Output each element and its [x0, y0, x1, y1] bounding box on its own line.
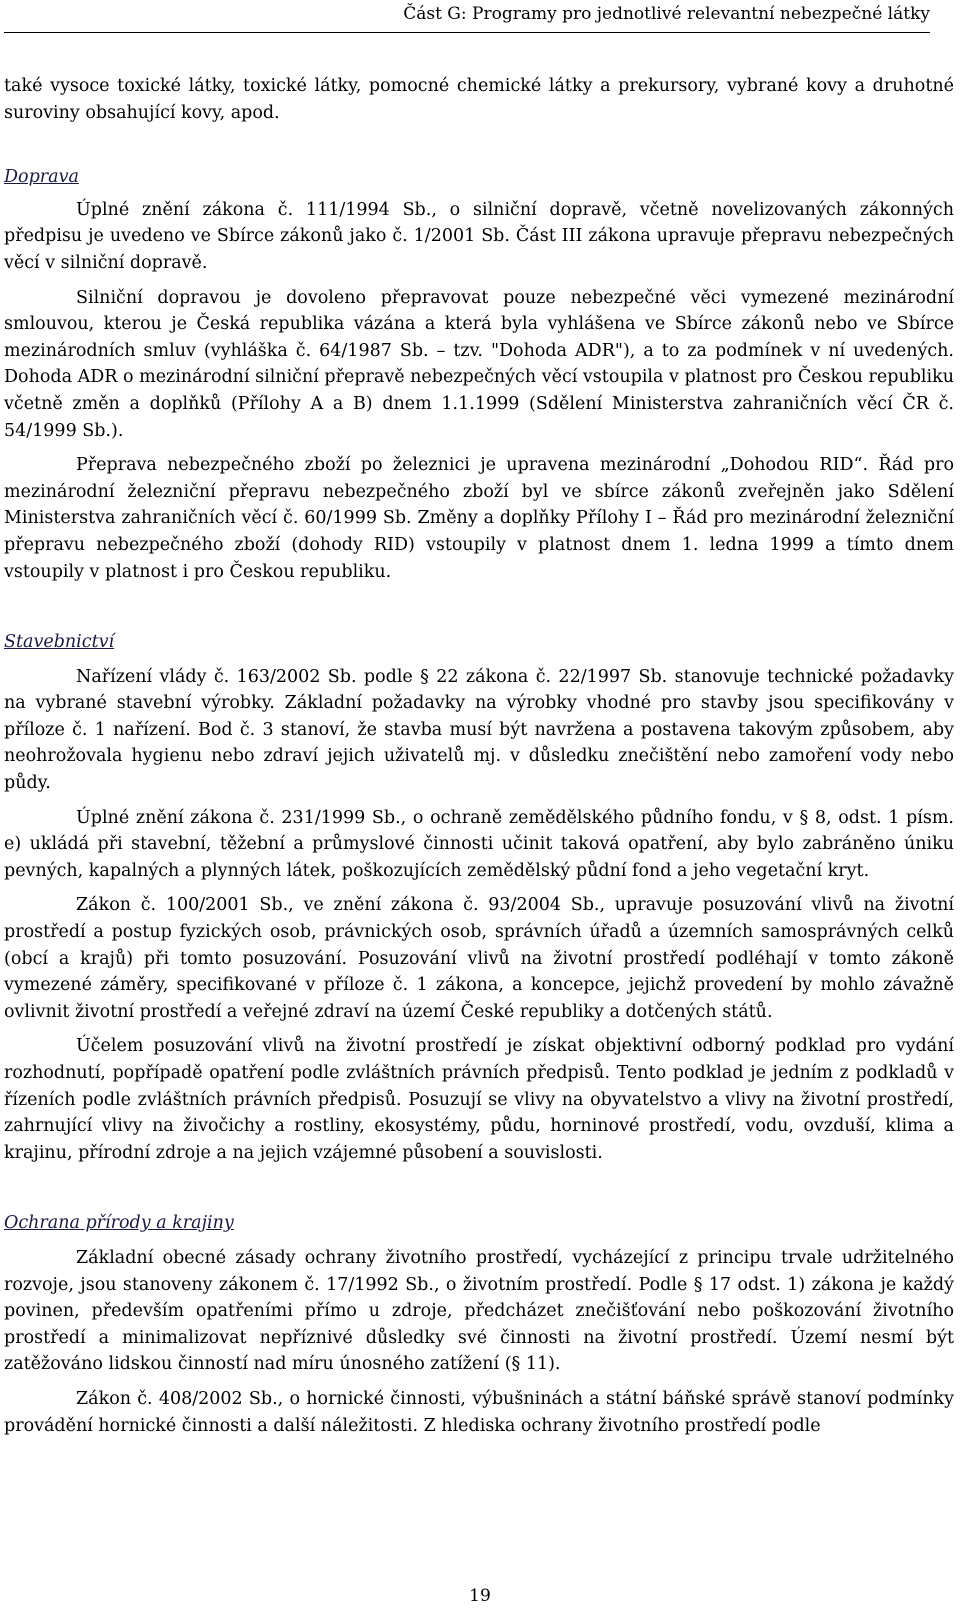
section-heading-stavebnictvi: Stavebnictví: [4, 632, 115, 653]
document-body: [4, 73, 954, 1439]
paragraph: Nařízení vlády č. 163/2002 Sb. podle § 22 zákona č. 22/1997 Sb. stanovuje technické požadavky na vybrané stavební výrobky. Základní požadavky na výrobky vhodné pro stavby jsou specifikovány v příloze č. 1 nařízení. Bod č. 3 stanoví, že stavba musí být navržena a postavena takovým způsobem, aby neohrožovala hygienu nebo zdraví jejich uživatelů mj. v důsledku znečištění nebo zamoření vody nebo půdy.: [4, 666, 954, 794]
page-number: 19: [469, 1586, 491, 1606]
header-rule: [4, 32, 930, 33]
paragraph: Zákon č. 100/2001 Sb., ve znění zákona č. 93/2004 Sb., upravuje posuzování vlivů na životní prostředí a postup fyzických osob, právnických osob, správních úřadů a územních samosprávných celků (obcí a krajů) při tomto posuzování. Posuzování vlivů na životní prostředí podléhají v tomto zákoně vymezené záměry, specifikované v příloze č. 1 zákona, a koncepce, jejichž provedení by mohlo závažně ovlivnit životní prostředí a veřejné zdraví na území České republiky a dotčených států.: [4, 895, 954, 1022]
paragraph: Zákon č. 408/2002 Sb., o hornické činnosti, výbušninách a státní báňské správě stanoví podmínky provádění hornické činnosti a další náležitosti. Z hlediska ochrany životního prostředí podle: [4, 1388, 954, 1436]
section-heading-doprava: Doprava: [4, 167, 79, 188]
paragraph: Přeprava nebezpečného zboží po železnici je upravena mezinárodní „Dohodou RID“. Řád pro mezinárodní železniční přepravu nebezpečného zboží byl ve sbírce zákonů zveřejněn jako Sdělení Ministerstva zahraničních věcí č. 60/1999 Sb. Změny a doplňky Přílohy I – Řád pro mezinárodní železniční přepravu nebezpečného zboží (dohody RID) vstoupily v platnost dnem 1. ledna 1999 a tímto dnem vstoupily v platnost i pro Českou republiku.: [4, 455, 954, 582]
section-heading-ochrana: Ochrana přírody a krajiny: [4, 1213, 234, 1234]
paragraph: Základní obecné zásady ochrany životního prostředí, vycházející z principu trvale udržitelného rozvoje, jsou stanoveny zákonem č. 17/1992 Sb., o životním prostředí. Podle § 17 odst. 1) zákona je každý povinen, především opatřeními přímo u zdroje, předcházet znečišťování nebo poškozování životního prostředí a minimalizovat nepříznivé důsledky své činnosti na životní prostředí. Území nesmí být zatěžováno lidskou činností nad míru únosného zatížení (§ 11).: [4, 1247, 954, 1375]
intro-paragraph: také vysoce toxické látky, toxické látky, pomocné chemické látky a prekursory, vybrané kovy a druhotné suroviny obsahující kovy, apod.: [4, 76, 954, 123]
paragraph: Úplné znění zákona č. 111/1994 Sb., o silniční dopravě, včetně novelizovaných zákonných předpisu je uvedeno ve Sbírce zákonů jako č. 1/2001 Sb. Část III zákona upravuje přepravu nebezpečných věcí v silniční dopravě.: [4, 199, 954, 273]
paragraph: Silniční dopravou je dovoleno přepravovat pouze nebezpečné věci vymezené mezinárodní smlouvou, kterou je Česká republika vázána a která byla vyhlášena ve Sbírce zákonů nebo ve Sbírce mezinárodních smluv (vyhláška č. 64/1987 Sb. – tzv. "Dohoda ADR"), a to za podmínek v ní uvedených. Dohoda ADR o mezinárodní silniční přepravě nebezpečných věcí vstoupila v platnost pro Českou republiku včetně změn a doplňků (Přílohy A a B) dnem 1.1.1999 (Sdělení Ministerstva zahraničních věcí ČR č. 54/1999 Sb.).: [4, 287, 954, 441]
paragraph: Účelem posuzování vlivů na životní prostředí je získat objektivní odborný podklad pro vydání rozhodnutí, popřípadě opatření podle zvláštních právních předpisů. Tento podklad je jedním z podkladů v řízeních podle zvláštních právních předpisů. Posuzují se vlivy na obyvatelstvo a vlivy na životní prostředí, zahrnující vlivy na živočichy a rostliny, ekosystémy, půdu, horninové prostředí, vodu, ovzduší, klima a krajinu, přírodní zdroje a na jejich vzájemné působení a souvislosti.: [4, 1036, 954, 1163]
running-header: Část G: Programy pro jednotlivé relevantní nebezpečné látky: [403, 4, 930, 24]
paragraph: Úplné znění zákona č. 231/1999 Sb., o ochraně zemědělského půdního fondu, v § 8, odst. 1 písm. e) ukládá při stavební, těžební a průmyslové činnosti učinit taková opatření, aby bylo zabráněno úniku pevných, kapalných a plynných látek, poškozujících zemědělský půdní fond a jeho vegetační kryt.: [4, 807, 954, 881]
